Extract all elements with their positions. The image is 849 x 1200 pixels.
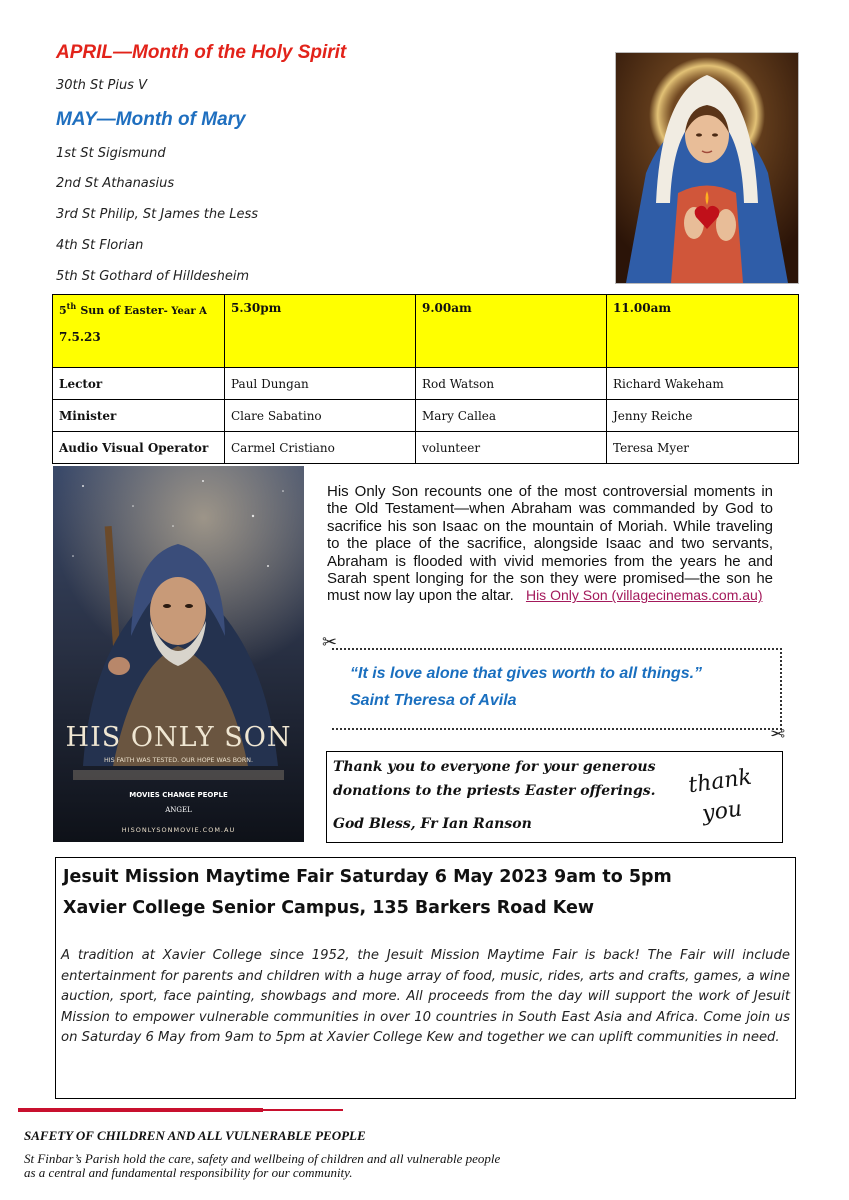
fair-description: A tradition at Xavier College since 1952, the Jesuit Mission Maytime Fair is back! The Fair will include entertainment for parents and children with a huge array of food, music, rides, arts and crafts, games, a wine auction, sport, face painting, showbags and more. All proceeds from the day will support the work of Jesuit Mission to empower vulnerable communities in over 10 countries in South East Asia and Africa. Come join us on Saturday 6 May from 9am to 5pm at Xavier College Kew and together we can uplift communities in need. [61, 948, 790, 1045]
roster-role: Lector [53, 368, 225, 400]
quote-box [332, 648, 782, 730]
safety-line: as a central and fundamental responsibility for our community. [24, 1165, 353, 1180]
roster-role: Minister [53, 400, 225, 432]
poster-title: HIS ONLY SON [65, 722, 292, 753]
safety-statement [24, 1152, 584, 1180]
roster-date: 7.5.23 [59, 330, 101, 344]
his-only-son-poster [53, 466, 304, 842]
roster-row-lector [53, 368, 799, 400]
fair-title: Jesuit Mission Maytime Fair Saturday 6 May 2023 9am to 5pm [63, 867, 672, 887]
roster-role: Audio Visual Operator [53, 432, 225, 464]
thanks-line: donations to the priests Easter offerings. [333, 783, 656, 799]
mass-time: 9.00am [416, 295, 607, 368]
saint-day: 30th St Pius V [56, 78, 147, 93]
safety-divider-thin [263, 1109, 343, 1111]
safety-heading: SAFETY OF CHILDREN AND ALL VULNERABLE PEOPLE [24, 1128, 366, 1143]
roster-person: Carmel Cristiano [225, 432, 416, 464]
roster-person: Rod Watson [416, 368, 607, 400]
sunday-number-suffix: th [66, 301, 77, 311]
april-heading: APRIL—Month of the Holy Spirit [56, 42, 347, 63]
thanks-line: Thank you to everyone for your generous [333, 759, 656, 775]
roster-person: Clare Sabatino [225, 400, 416, 432]
poster-website: HISONLYSONMOVIE.COM.AU [121, 826, 236, 834]
thank-you-script-image [685, 758, 757, 836]
safety-line: St Finbar’s Parish hold the care, safety and wellbeing of children and all vulnerable people [24, 1151, 501, 1166]
movie-description [327, 483, 773, 605]
scissors-icon: ✂ [322, 632, 338, 653]
quote-author: Saint Theresa of Avila [350, 692, 517, 709]
mass-time: 5.30pm [225, 295, 416, 368]
roster-person: Teresa Myer [607, 432, 799, 464]
quote-text: “It is love alone that gives worth to all things.” [350, 665, 703, 682]
roster-header-row [53, 295, 799, 368]
roster-person: Paul Dungan [225, 368, 416, 400]
saint-day: 5th St Gothard of Hilldesheim [56, 269, 250, 284]
roster-row-av-operator [53, 432, 799, 464]
saint-day: 2nd St Athanasius [56, 176, 175, 191]
mass-time: 11.00am [607, 295, 799, 368]
sunday-title: Sun of Easter [80, 304, 164, 317]
scissors-icon: ✂ [770, 724, 786, 745]
movie-description-text: His Only Son recounts one of the most controversial moments in the Old Testament—when Abraham was commanded by God to sacrifice his son Isaac on the mountain of Moriah. While traveling to the place of the sacrifice, alongside Isaac and two servants, Abraham is flooded with vivid memories from the years he and Sarah spent longing for the son they were promised—the son he must now lay upon the altar. [327, 483, 773, 605]
poster-tagline: HIS FAITH WAS TESTED. OUR HOPE WAS BORN. [104, 757, 253, 764]
liturgical-year: - Year A [163, 306, 207, 317]
svg-text:you: you [700, 796, 744, 827]
poster-studio: ANGEL [165, 806, 192, 814]
roster-person: Richard Wakeham [607, 368, 799, 400]
saint-day: 4th St Florian [56, 238, 144, 253]
mass-roster-table [52, 294, 799, 464]
saint-day: 3rd St Philip, St James the Less [56, 207, 259, 222]
thanks-signature: God Bless, Fr Ian Ranson [333, 816, 532, 832]
roster-person: volunteer [416, 432, 607, 464]
fair-venue: Xavier College Senior Campus, 135 Barkers Road Kew [63, 898, 595, 918]
roster-person: Jenny Reiche [607, 400, 799, 432]
roster-row-minister [53, 400, 799, 432]
sunday-number: 5 [59, 304, 67, 317]
roster-person: Mary Callea [416, 400, 607, 432]
immaculate-heart-of-mary-image [615, 52, 799, 284]
saint-day: 1st St Sigismund [56, 146, 166, 161]
may-heading: MAY—Month of Mary [56, 109, 246, 130]
safety-divider-thick [18, 1108, 263, 1112]
roster-header-date-cell [53, 295, 225, 368]
svg-text:thank: thank [686, 764, 754, 799]
poster-brand: MOVIES CHANGE PEOPLE [129, 791, 228, 799]
maytime-fair-box [55, 857, 796, 1099]
thank-you-box [326, 751, 783, 843]
movie-link[interactable]: His Only Son (villagecinemas.com.au) [525, 587, 763, 604]
